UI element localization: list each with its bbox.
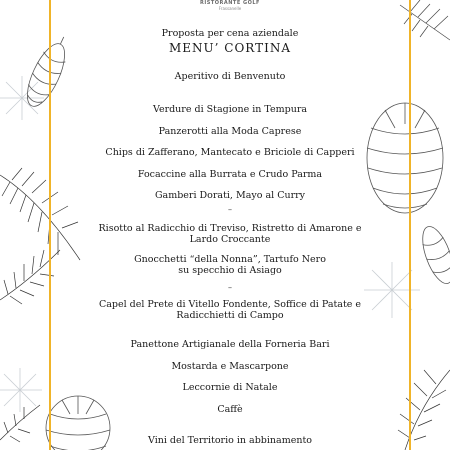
antipasto-item: Gamberi Dorati, Mayo al Curry xyxy=(154,190,306,201)
primo-item-continued: Lardo Croccante xyxy=(189,234,271,245)
gold-border-left xyxy=(49,0,51,450)
antipasto-item: Panzerotti alla Moda Caprese xyxy=(158,126,302,137)
secondo-item-continued: Radicchietti di Campo xyxy=(176,310,284,321)
antipasto-item: Chips di Zafferano, Mantecato e Briciole di Capperi xyxy=(105,147,355,158)
menu-title: MENU’ CORTINA xyxy=(168,41,292,55)
aperitivo-item: Aperitivo di Benvenuto xyxy=(174,71,286,82)
pine-branch-icon xyxy=(400,0,450,40)
section-separator: – xyxy=(228,283,232,292)
antipasto-item: Verdure di Stagione in Tempura xyxy=(152,104,308,115)
logo-name: RISTORANTE GOLF xyxy=(200,0,260,6)
dolce-item: Leccornie di Natale xyxy=(182,382,278,393)
wine-pairing: Vini del Territorio in abbinamento xyxy=(148,435,312,446)
dolce-item: Mostarda e Mascarpone xyxy=(171,361,289,372)
section-separator: – xyxy=(228,205,232,214)
primo-item-continued: su specchio di Asiago xyxy=(178,265,282,276)
pine-branch-icon xyxy=(398,370,450,450)
antipasto-item: Focaccine alla Burrata e Crudo Parma xyxy=(137,169,323,180)
snowflake-icon xyxy=(0,368,42,412)
snowflake-icon xyxy=(0,76,44,120)
pinecone-icon xyxy=(416,223,450,288)
primo-item: Gnocchetti “della Nonna”, Tartufo Nero xyxy=(134,254,326,265)
dolce-item: Caffè xyxy=(217,404,243,415)
primo-item: Risotto al Radicchio di Treviso, Ristretto di Amarone e xyxy=(98,223,362,234)
menu-intro: Proposta per cena aziendale xyxy=(161,28,299,39)
dolce-item: Panettone Artigianale della Forneria Bari xyxy=(130,339,330,350)
secondo-item: Capel del Prete di Vitello Fondente, Soffice di Patate e xyxy=(98,299,362,310)
gold-border-right xyxy=(409,0,411,450)
logo-subtitle: Frassanelle xyxy=(218,6,242,11)
